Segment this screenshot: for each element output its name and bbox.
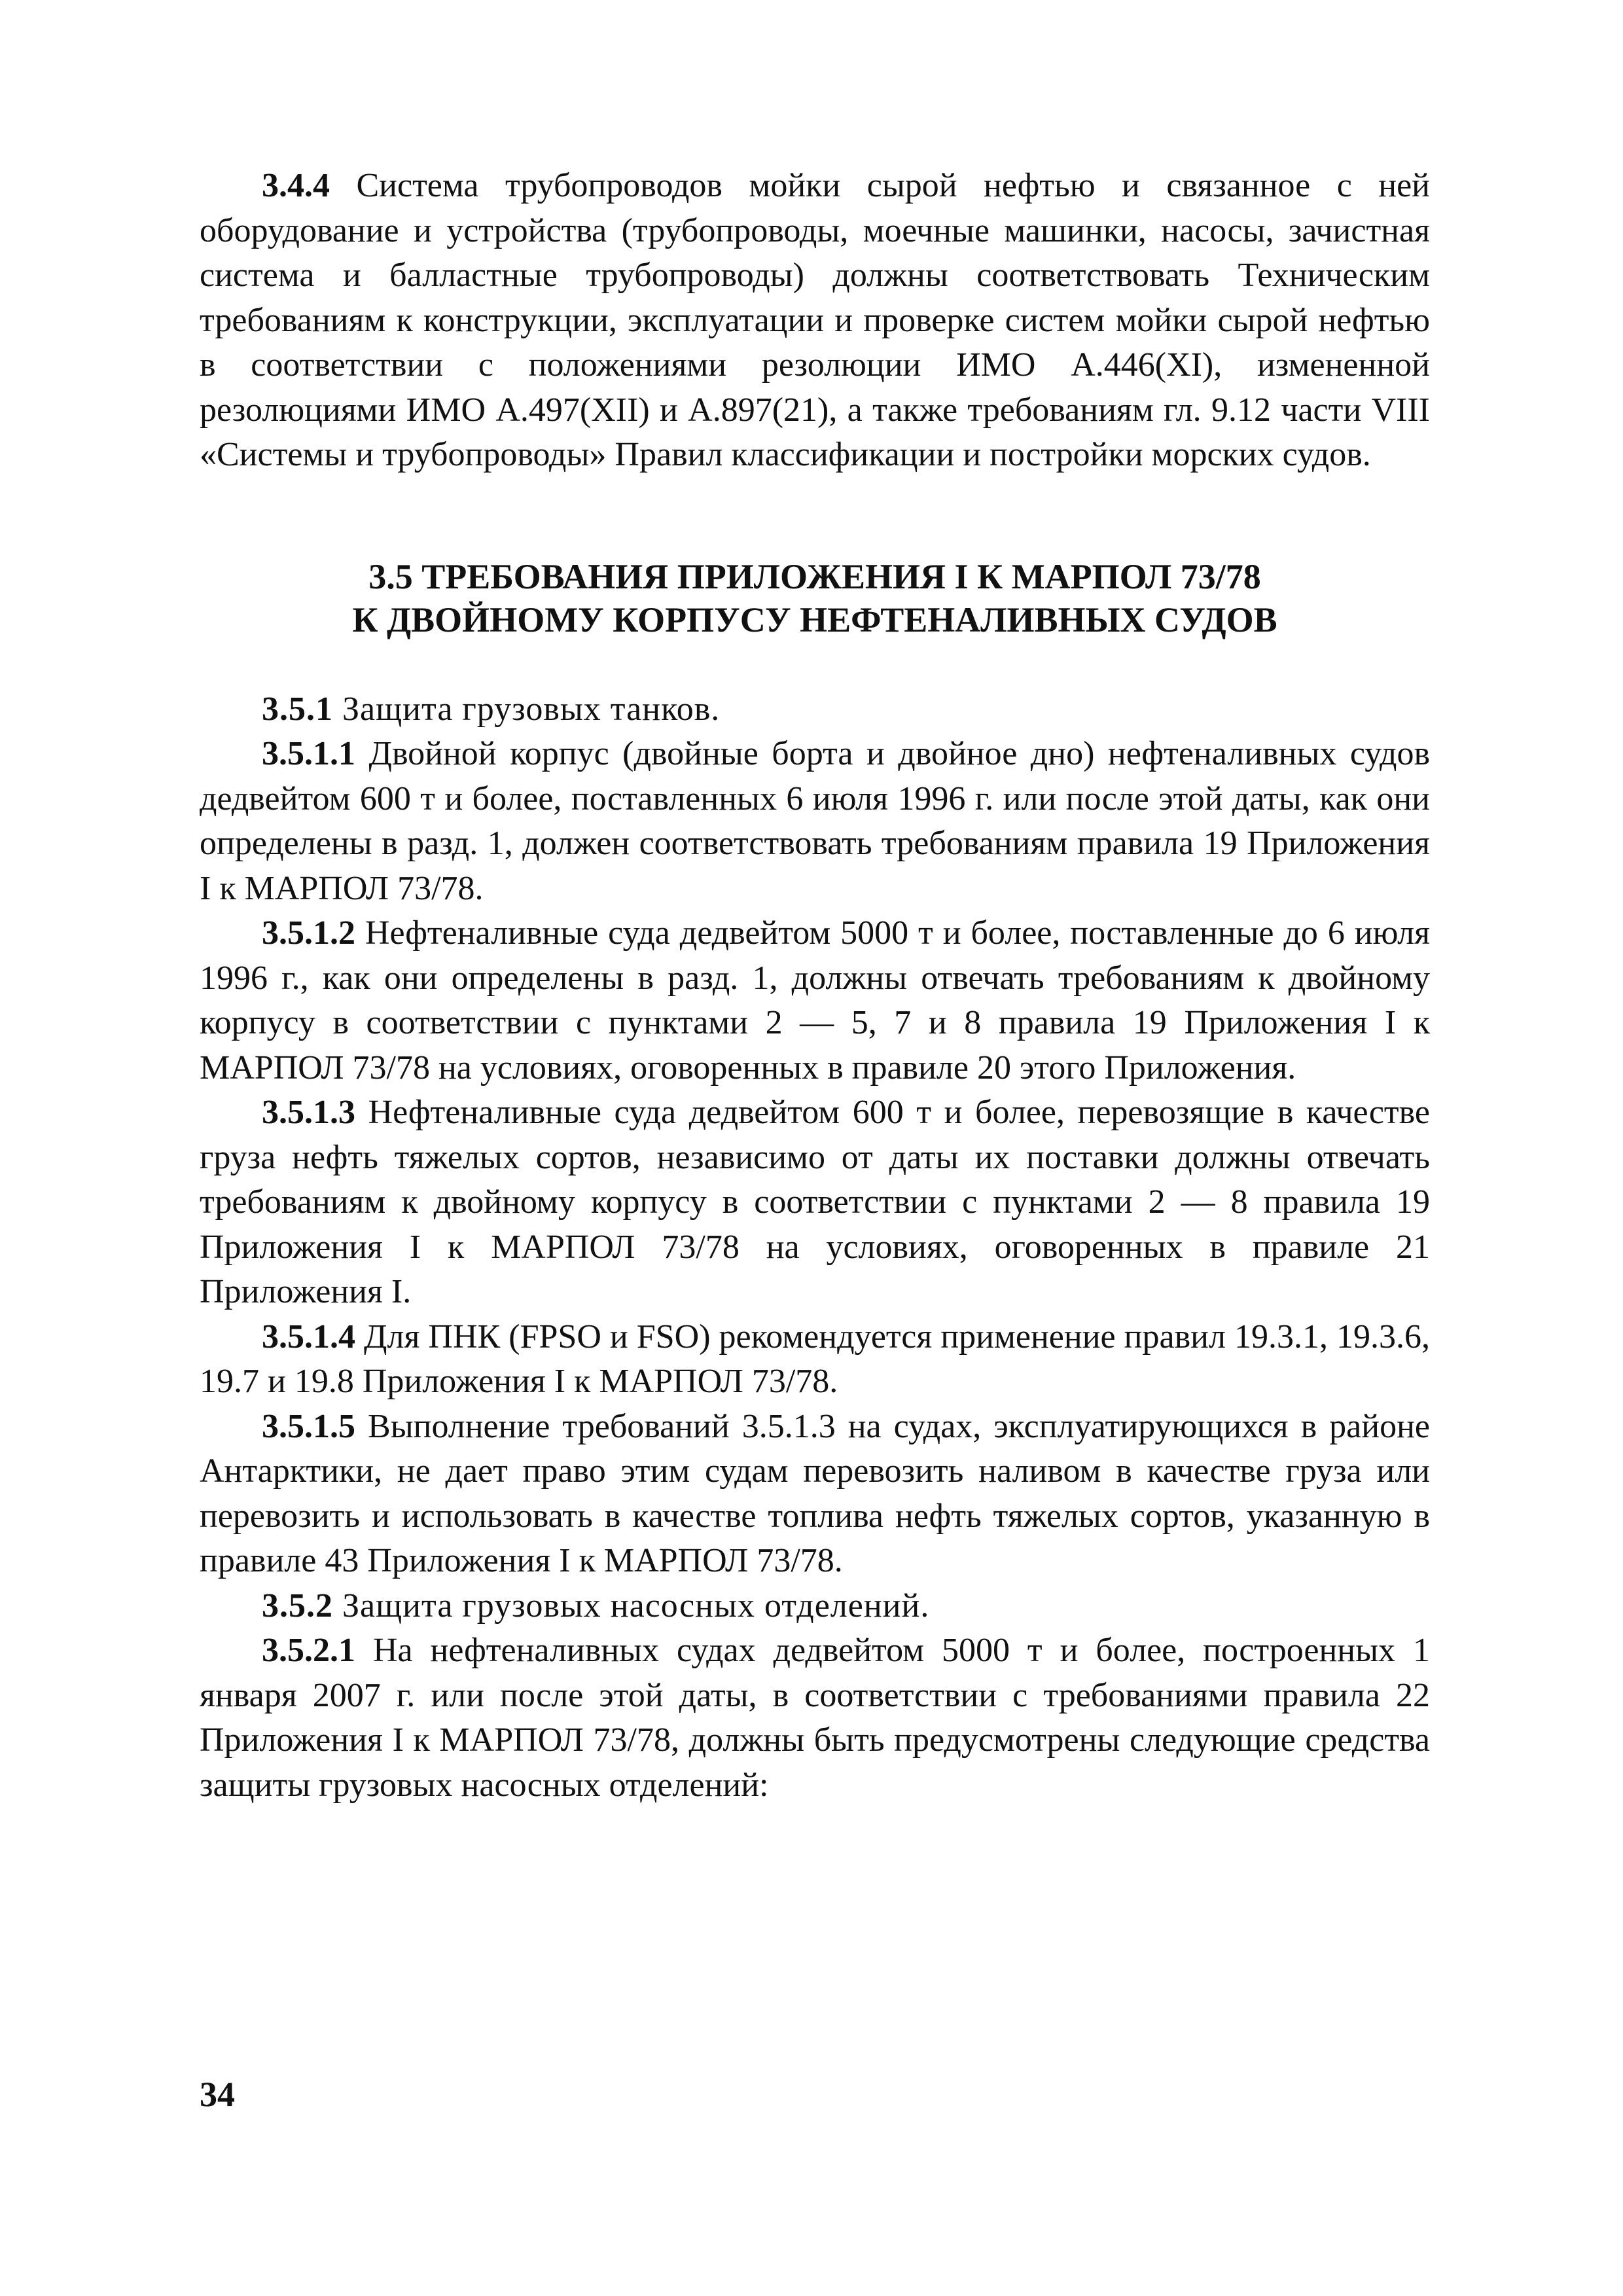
page-body — [200, 164, 1430, 1808]
section-heading-line-1: 3.5 ТРЕБОВАНИЯ ПРИЛОЖЕНИЯ I К МАРПОЛ 73/78 — [368, 556, 1261, 596]
paragraph-3-5-1-2 — [200, 911, 1430, 1090]
paragraph-number: 3.5.1.4 — [262, 1318, 355, 1355]
paragraph-number: 3.5.1.2 — [262, 914, 355, 952]
paragraph-number: 3.5.2.1 — [262, 1632, 355, 1669]
paragraph-text: На нефтеналивных судах дедвейтом 5000 т и более, построенных 1 января 2007 г. или после этой даты, в соответствии с требованиями правила 22 Приложения I к МАРПОЛ 73/78, должны быть предусмотрены следующие средства защиты грузовых насосных отделений: — [200, 1632, 1430, 1804]
subsection-heading-3-5-2 — [200, 1584, 1430, 1629]
paragraph-3-5-1-5 — [200, 1405, 1430, 1584]
paragraph-3-5-1-3 — [200, 1090, 1430, 1315]
subsection-heading-3-5-1 — [200, 687, 1430, 732]
paragraph-3-5-2-1 — [200, 1628, 1430, 1808]
paragraph-text: Двойной корпус (двойные борта и двойное дно) нефтеналивных судов дедвейтом 600 т и более, поставленных 6 июля 1996 г. или после этой даты, как они определены в разд. 1, должен соответствовать требованиям правила 19 Приложения I к МАРПОЛ 73/78. — [200, 735, 1430, 907]
subsection-title: Защита грузовых насосных отделений. — [333, 1587, 930, 1624]
paragraph-text: Для ПНК (FPSO и FSO) рекомендуется применение правил 19.3.1, 19.3.6, 19.7 и 19.8 Приложения I к МАРПОЛ 73/78. — [200, 1318, 1430, 1400]
subsection-title: Защита грузовых танков. — [333, 690, 721, 728]
section-heading-3-5 — [200, 555, 1430, 641]
paragraph-number: 3.5.1.1 — [262, 735, 355, 772]
page-number: 34 — [200, 2075, 235, 2114]
paragraph-text: Нефтеналивные суда дедвейтом 5000 т и более, поставленные до 6 июля 1996 г., как они определены в разд. 1, должны отвечать требованиям к двойному корпусу в соответствии с пунктами 2 — 5, 7 и 8 правила 19 Приложения I к МАРПОЛ 73/78 на условиях, оговоренных в правиле 20 этого Приложения. — [200, 914, 1430, 1086]
subsection-number: 3.5.2 — [262, 1587, 333, 1624]
paragraph-text: Выполнение требований 3.5.1.3 на судах, эксплуатирующихся в районе Антарктики, не дает право этим судам перевозить наливом в качестве груза или перевозить и использовать в качестве топлива нефть тяжелых сортов, указанную в правиле 43 Приложения I к МАРПОЛ 73/78. — [200, 1407, 1430, 1579]
paragraph-3-5-1-4 — [200, 1315, 1430, 1405]
paragraph-3-4-4 — [200, 164, 1430, 478]
paragraph-number: 3.5.1.3 — [262, 1094, 355, 1131]
paragraph-3-5-1-1 — [200, 732, 1430, 911]
paragraph-number: 3.4.4 — [262, 167, 330, 204]
paragraph-text: Система трубопроводов мойки сырой нефтью и связанное с ней оборудование и устройства (трубопроводы, моечные машинки, насосы, зачистная система и балластные трубопроводы) должны соответствовать Техническим требованиям к конструкции, эксплуатации и проверке систем мойки сырой нефтью в соответствии с положениями резолюции ИМО A.446(XI), измененной резолюциями ИМО A.497(XII) и A.897(21), а также требованиям гл. 9.12 части VIII «Системы и трубопроводы» Правил классификации и постройки морских судов. — [200, 167, 1430, 473]
paragraph-text: Нефтеналивные суда дедвейтом 600 т и более, перевозящие в качестве груза нефть тяжелых сортов, независимо от даты их поставки должны отвечать требованиям к двойному корпусу в соответствии с пунктами 2 — 8 правила 19 Приложения I к МАРПОЛ 73/78 на условиях, оговоренных в правиле 21 Приложения I. — [200, 1094, 1430, 1310]
section-heading-line-2: К ДВОЙНОМУ КОРПУСУ НЕФТЕНАЛИВНЫХ СУДОВ — [352, 600, 1277, 639]
paragraph-number: 3.5.1.5 — [262, 1407, 355, 1445]
subsection-number: 3.5.1 — [262, 690, 333, 728]
